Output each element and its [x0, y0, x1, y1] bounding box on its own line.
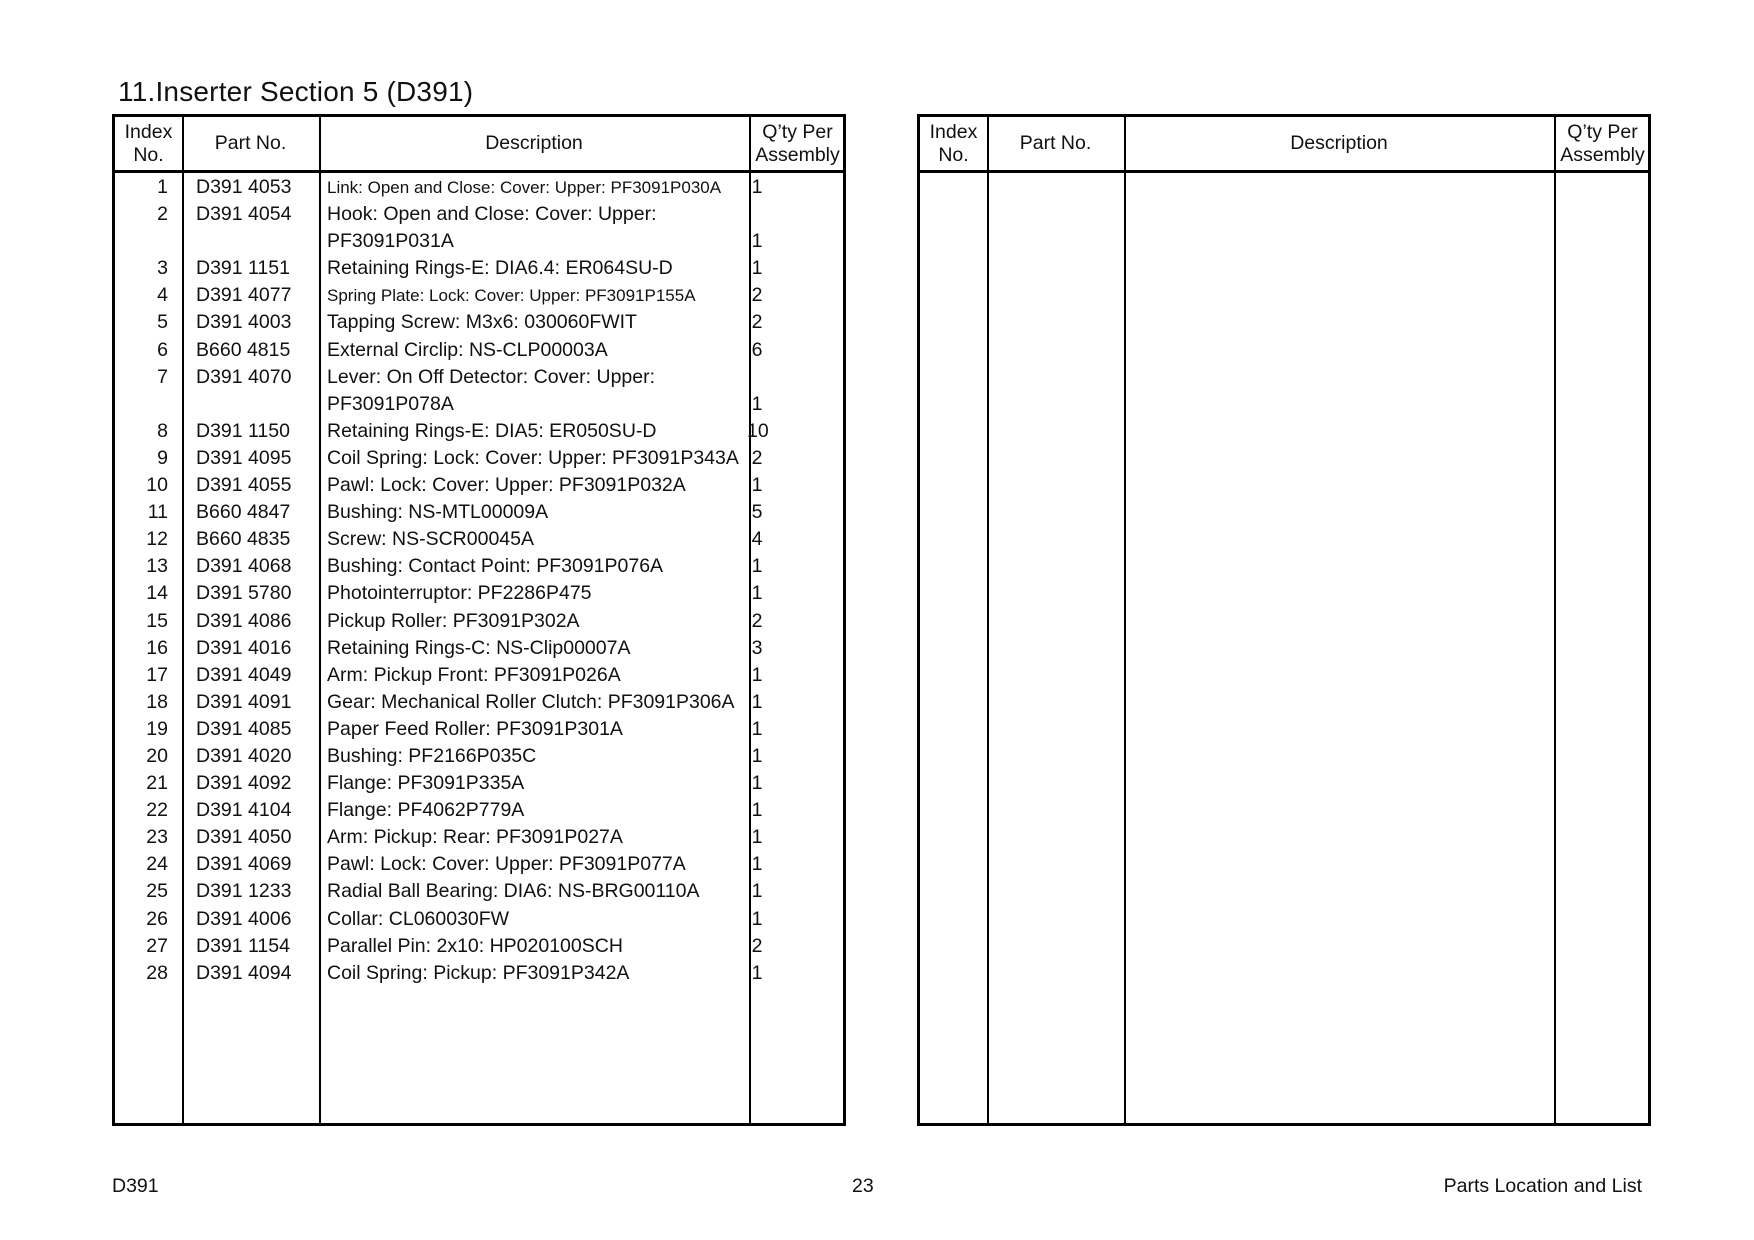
part-number-cell: D391 4094: [196, 961, 292, 984]
quantity-cell: 1: [751, 582, 763, 605]
index-cell: 21: [146, 772, 168, 795]
table-row: [115, 337, 843, 364]
table-row: [115, 716, 843, 743]
description-cell: Retaining Rings-E: DIA5: ER050SU-D: [327, 419, 657, 442]
table-row: [115, 526, 843, 553]
description-cell: Tapping Screw: M3x6: 030060FWIT: [327, 311, 637, 334]
quantity-cell: 1: [751, 392, 763, 415]
part-number-cell: D391 4049: [196, 663, 292, 686]
part-number-cell: D391 4055: [196, 474, 292, 497]
table-row: [115, 255, 843, 282]
description-cell: Pawl: Lock: Cover: Upper: PF3091P077A: [327, 853, 686, 876]
part-number-cell: D391 4053: [196, 176, 292, 198]
column-divider: [1554, 117, 1556, 1123]
table-row: [115, 282, 843, 309]
quantity-cell: 2: [751, 446, 763, 469]
parts-table-right: [917, 114, 1651, 1126]
quantity-cell: 2: [751, 609, 763, 632]
quantity-cell: 1: [751, 663, 763, 686]
part-number-cell: D391 4070: [196, 365, 292, 388]
index-cell: 9: [157, 446, 168, 469]
index-cell: 6: [157, 338, 168, 361]
quantity-cell: 4: [751, 528, 763, 551]
quantity-cell: 3: [751, 636, 763, 659]
page-title: 11.Inserter Section 5 (D391): [118, 76, 474, 107]
header-index-line2: No.: [133, 143, 164, 166]
header-index-line2: No.: [938, 143, 969, 166]
quantity-cell: 1: [751, 474, 763, 497]
quantity-cell: 1: [751, 744, 763, 767]
quantity-cell: 1: [751, 717, 763, 740]
quantity-cell: 1: [751, 907, 763, 930]
table-row: [115, 174, 843, 201]
table-row: [115, 797, 843, 824]
description-cell: PF3091P031A: [327, 230, 454, 253]
table-row: [115, 689, 843, 716]
table-row: [115, 960, 843, 987]
description-cell: Flange: PF3091P335A: [327, 772, 525, 795]
index-cell: 1: [157, 176, 168, 198]
index-cell: 28: [146, 961, 168, 984]
table-row: [115, 662, 843, 689]
description-cell: Parallel Pin: 2x10: HP020100SCH: [327, 934, 623, 957]
header-description: Description: [485, 132, 583, 154]
description-cell: Spring Plate: Lock: Cover: Upper: PF3091P155A: [327, 286, 696, 306]
part-number-cell: D391 4086: [196, 609, 292, 632]
part-number-cell: D391 4092: [196, 772, 292, 795]
table-row: [115, 364, 843, 418]
description-cell: Bushing: Contact Point: PF3091P076A: [327, 555, 664, 578]
index-cell: 3: [157, 257, 168, 280]
table-row: [115, 472, 843, 499]
part-number-cell: D391 1233: [196, 880, 292, 903]
part-number-cell: D391 1150: [196, 419, 290, 442]
part-number-cell: D391 4095: [196, 446, 292, 469]
index-cell: 19: [146, 717, 168, 740]
index-cell: 27: [146, 934, 168, 957]
table-row: [115, 499, 843, 526]
index-cell: 18: [146, 690, 168, 713]
index-cell: 17: [146, 663, 168, 686]
index-cell: 10: [146, 474, 168, 497]
table-row: [115, 309, 843, 336]
header-qty-line2: Assembly: [755, 143, 840, 166]
index-cell: 25: [146, 880, 168, 903]
index-cell: 24: [146, 853, 168, 876]
quantity-cell: 1: [751, 230, 763, 253]
part-number-cell: D391 4016: [196, 636, 292, 659]
header-part-no: Part No.: [214, 132, 287, 154]
part-number-cell: B660 4815: [196, 338, 291, 361]
description-cell: Pickup Roller: PF3091P302A: [327, 609, 580, 632]
quantity-cell: 1: [751, 176, 763, 198]
table-row: [115, 635, 843, 662]
quantity-cell: 1: [751, 257, 763, 280]
header-index-line1: Index: [929, 120, 978, 143]
table-row: [115, 770, 843, 797]
description-cell: Gear: Mechanical Roller Clutch: PF3091P306A: [327, 690, 735, 713]
header-index: [115, 117, 182, 170]
footer-section-name: Parts Location and List: [1443, 1175, 1642, 1197]
index-cell: 14: [146, 582, 168, 605]
part-number-cell: B660 4835: [196, 528, 291, 551]
quantity-cell: 6: [751, 338, 763, 361]
table-row: [115, 418, 843, 445]
table-row: [115, 608, 843, 635]
part-number-cell: D391 4085: [196, 717, 292, 740]
table-row: [115, 878, 843, 905]
part-number-cell: D391 4003: [196, 311, 292, 334]
header-qty-line1: Q’ty Per: [1567, 120, 1638, 143]
index-cell: 4: [157, 284, 168, 307]
header-index-line1: Index: [124, 120, 173, 143]
table-row: [115, 201, 843, 255]
table-row: [115, 553, 843, 580]
description-cell: Radial Ball Bearing: DIA6: NS-BRG00110A: [327, 880, 700, 903]
column-divider: [987, 117, 989, 1123]
description-cell: External Circlip: NS-CLP00003A: [327, 338, 608, 361]
description-cell: Arm: Pickup: Rear: PF3091P027A: [327, 826, 623, 849]
description-cell: Retaining Rings-C: NS-Clip00007A: [327, 636, 631, 659]
header-qty: [1554, 117, 1651, 170]
description-cell: Screw: NS-SCR00045A: [327, 528, 534, 551]
index-cell: 2: [157, 203, 168, 226]
description-cell: Retaining Rings-E: DIA6.4: ER064SU-D: [327, 257, 673, 280]
index-cell: 26: [146, 907, 168, 930]
part-number-cell: D391 5780: [196, 582, 292, 605]
description-cell: Lever: On Off Detector: Cover: Upper:: [327, 365, 656, 388]
parts-rows: [115, 174, 843, 987]
part-number-cell: D391 4069: [196, 853, 292, 876]
description-cell: Collar: CL060030FW: [327, 907, 510, 930]
part-number-cell: D391 4077: [196, 284, 292, 307]
description-cell: Coil Spring: Pickup: PF3091P342A: [327, 961, 630, 984]
part-number-cell: D391 4054: [196, 203, 292, 226]
header-part-no: Part No.: [1019, 132, 1092, 154]
header-description: Description: [1290, 132, 1388, 154]
header-index: [920, 117, 987, 170]
description-cell: Flange: PF4062P779A: [327, 799, 525, 822]
header-qty-line1: Q’ty Per: [762, 120, 833, 143]
header-divider: [115, 170, 843, 173]
part-number-cell: D391 4091: [196, 690, 292, 713]
quantity-cell: 10: [747, 419, 769, 442]
footer-page-number: 23: [852, 1175, 874, 1197]
part-number-cell: D391 4050: [196, 826, 292, 849]
quantity-cell: 2: [751, 311, 763, 334]
description-cell: Photointerruptor: PF2286P475: [327, 582, 592, 605]
part-number-cell: B660 4847: [196, 501, 291, 524]
header-qty-line2: Assembly: [1560, 143, 1645, 166]
index-cell: 11: [147, 501, 168, 524]
index-cell: 12: [146, 528, 168, 551]
quantity-cell: 1: [751, 772, 763, 795]
description-cell: PF3091P078A: [327, 392, 454, 415]
index-cell: 22: [146, 799, 168, 822]
parts-table-left: [112, 114, 846, 1126]
table-row: [115, 743, 843, 770]
description-cell: Paper Feed Roller: PF3091P301A: [327, 717, 623, 740]
description-cell: Bushing: NS-MTL00009A: [327, 501, 549, 524]
quantity-cell: 1: [751, 826, 763, 849]
quantity-cell: 1: [751, 880, 763, 903]
table-row: [115, 580, 843, 607]
quantity-cell: 2: [751, 284, 763, 307]
table-row: [115, 906, 843, 933]
index-cell: 8: [157, 419, 168, 442]
part-number-cell: D391 4020: [196, 744, 292, 767]
index-cell: 13: [146, 555, 168, 578]
quantity-cell: 1: [751, 799, 763, 822]
index-cell: 15: [146, 609, 168, 632]
footer-model: D391: [112, 1175, 159, 1197]
quantity-cell: 1: [751, 555, 763, 578]
description-cell: Pawl: Lock: Cover: Upper: PF3091P032A: [327, 474, 686, 497]
table-row: [115, 824, 843, 851]
index-cell: 16: [146, 636, 168, 659]
quantity-cell: 5: [751, 501, 763, 524]
table-row: [115, 851, 843, 878]
part-number-cell: D391 1151: [196, 257, 290, 280]
header-qty: [749, 117, 846, 170]
description-cell: Bushing: PF2166P035C: [327, 744, 537, 767]
quantity-cell: 1: [751, 961, 763, 984]
index-cell: 7: [157, 365, 168, 388]
quantity-cell: 2: [751, 934, 763, 957]
header-divider: [920, 170, 1648, 173]
column-divider: [1124, 117, 1126, 1123]
description-cell: Hook: Open and Close: Cover: Upper:: [327, 203, 657, 226]
index-cell: 20: [146, 744, 168, 767]
part-number-cell: D391 1154: [196, 934, 290, 957]
description-cell: Link: Open and Close: Cover: Upper: PF3091P030A: [327, 178, 722, 197]
description-cell: Coil Spring: Lock: Cover: Upper: PF3091P343A: [327, 446, 739, 469]
table-row: [115, 445, 843, 472]
description-cell: Arm: Pickup Front: PF3091P026A: [327, 663, 621, 686]
quantity-cell: 1: [751, 690, 763, 713]
table-row: [115, 933, 843, 960]
index-cell: 5: [157, 311, 168, 334]
part-number-cell: D391 4068: [196, 555, 292, 578]
part-number-cell: D391 4104: [196, 799, 292, 822]
index-cell: 23: [146, 826, 168, 849]
part-number-cell: D391 4006: [196, 907, 292, 930]
quantity-cell: 1: [751, 853, 763, 876]
